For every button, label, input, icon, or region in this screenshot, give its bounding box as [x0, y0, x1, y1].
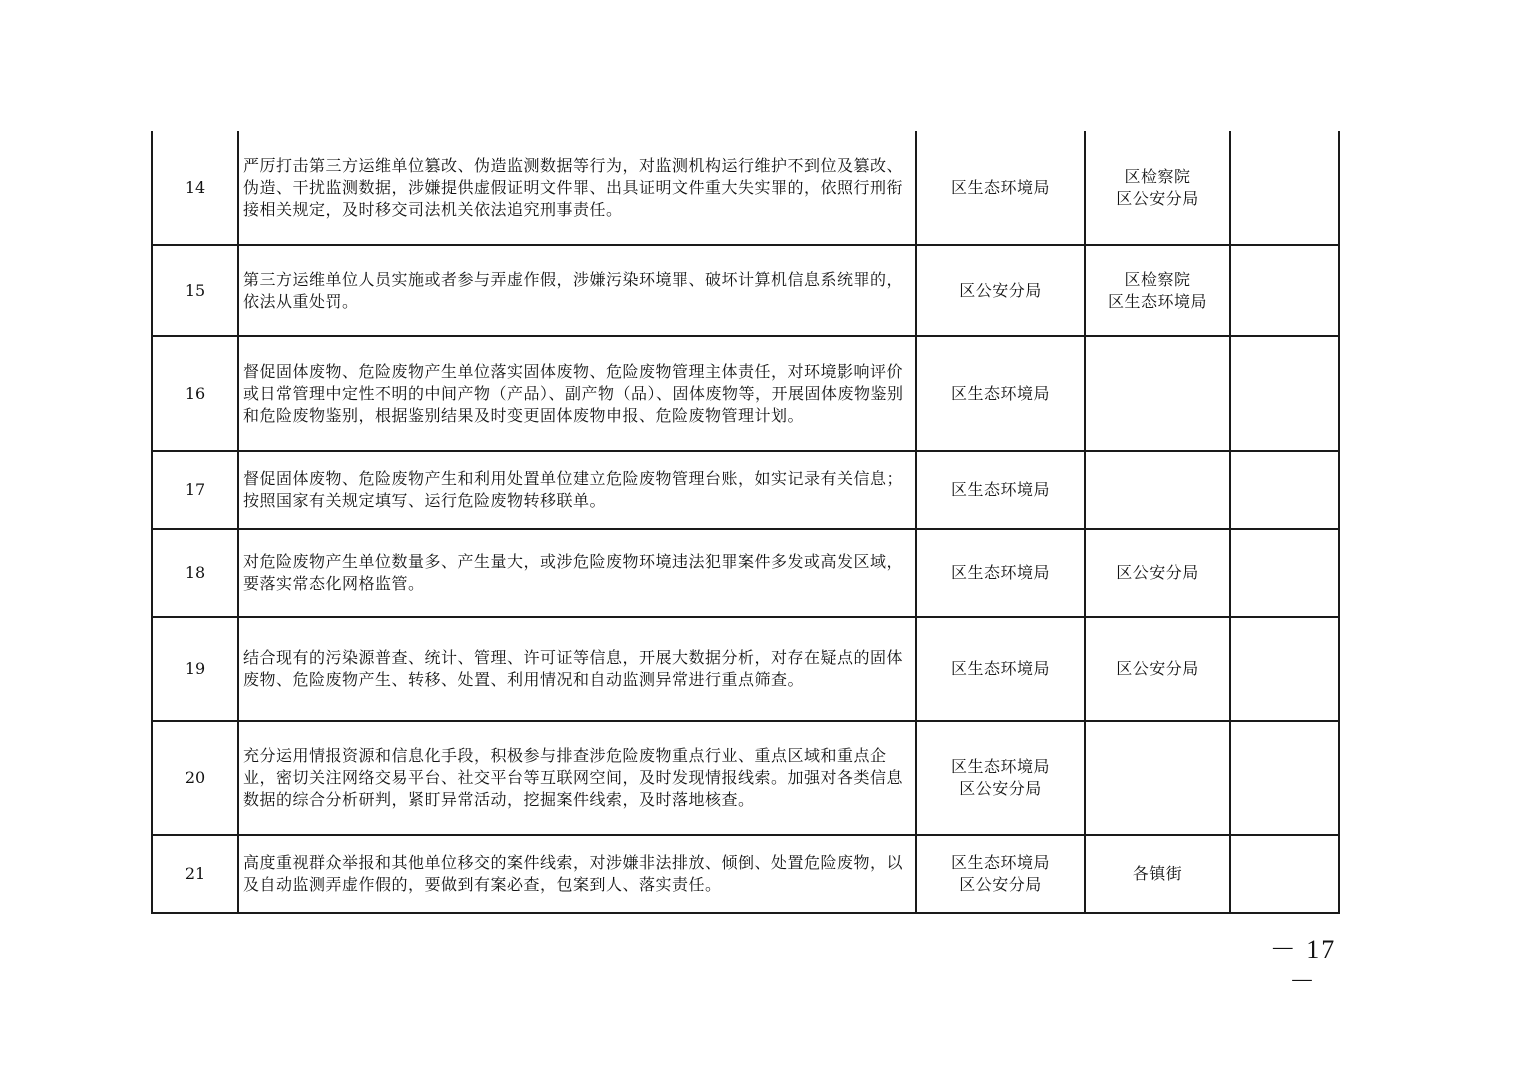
- row-number: 15: [152, 245, 238, 336]
- row-number: 19: [152, 617, 238, 721]
- row-number: 21: [152, 835, 238, 913]
- row-number: 17: [152, 451, 238, 529]
- remarks-cell: [1230, 245, 1339, 336]
- lead-department: [916, 721, 1085, 835]
- cooperating-department: [1085, 451, 1230, 529]
- cooperating-department: [1085, 131, 1230, 245]
- duties-table: [151, 131, 1340, 914]
- remarks-cell: [1230, 336, 1339, 451]
- lead-department: [916, 451, 1085, 529]
- remarks-cell: [1230, 835, 1339, 913]
- remarks-cell: [1230, 721, 1339, 835]
- lead-department-name: 区生态环境局: [950, 659, 1050, 678]
- row-number: 18: [152, 529, 238, 617]
- table-row: [152, 451, 1339, 529]
- lead-department-name: 区生态环境局: [950, 563, 1050, 582]
- task-description: 对危险废物产生单位数量多、产生量大，或涉危险废物环境违法犯罪案件多发或高发区域，要落实常态化网格监管。: [238, 529, 916, 617]
- cooperating-department-name: 区公安分局: [1116, 563, 1199, 582]
- table-row: [152, 245, 1339, 336]
- cooperating-department-name: 区公安分局: [1116, 188, 1199, 208]
- page-number: － 17 －: [1269, 935, 1337, 996]
- task-description: 严厉打击第三方运维单位篡改、伪造监测数据等行为，对监测机构运行维护不到位及篡改、伪造、干扰监测数据，涉嫌提供虚假证明文件罪、出具证明文件重大失实罪的，依照行刑衔接相关规定，及时移交司法机关依法追究刑事责任。: [238, 131, 916, 245]
- cooperating-department: [1085, 835, 1230, 913]
- table-row: [152, 617, 1339, 721]
- cooperating-department: [1085, 721, 1230, 835]
- cooperating-department: [1085, 529, 1230, 617]
- task-description: 高度重视群众举报和其他单位移交的案件线索，对涉嫌非法排放、倾倒、处置危险废物，以及自动监测弄虚作假的，要做到有案必查，包案到人、落实责任。: [238, 835, 916, 913]
- table-row: [152, 131, 1339, 245]
- lead-department-name: 区生态环境局: [950, 757, 1050, 776]
- task-description: 结合现有的污染源普查、统计、管理、许可证等信息，开展大数据分析，对存在疑点的固体废物、危险废物产生、转移、处置、利用情况和自动监测异常进行重点筛查。: [238, 617, 916, 721]
- table-row: [152, 721, 1339, 835]
- lead-department-name: 区生态环境局: [950, 177, 1050, 197]
- lead-department: [916, 245, 1085, 336]
- lead-department: [916, 617, 1085, 721]
- table-row: [152, 529, 1339, 617]
- cooperating-department-name: 区生态环境局: [1107, 291, 1207, 311]
- lead-department-name: 区公安分局: [959, 779, 1042, 798]
- lead-department-name: 区生态环境局: [950, 853, 1050, 872]
- table-body: [152, 131, 1339, 913]
- task-description: 督促固体废物、危险废物产生单位落实固体废物、危险废物管理主体责任，对环境影响评价或日常管理中定性不明的中间产物（产品）、副产物（品）、固体废物等，开展固体废物鉴别和危险废物鉴别，根据鉴别结果及时变更固体废物申报、危险废物管理计划。: [238, 336, 916, 451]
- remarks-cell: [1230, 529, 1339, 617]
- cooperating-department-name: 区公安分局: [1116, 659, 1199, 678]
- lead-department: [916, 336, 1085, 451]
- cooperating-department: [1085, 617, 1230, 721]
- row-number: 16: [152, 336, 238, 451]
- cooperating-department: [1085, 336, 1230, 451]
- lead-department-name: 区生态环境局: [950, 383, 1050, 403]
- row-number: 14: [152, 131, 238, 245]
- lead-department: [916, 529, 1085, 617]
- lead-department-name: 区生态环境局: [950, 480, 1050, 499]
- cooperating-department: [1085, 245, 1230, 336]
- row-number: 20: [152, 721, 238, 835]
- task-description: 督促固体废物、危险废物产生和利用处置单位建立危险废物管理台账，如实记录有关信息；按照国家有关规定填写、运行危险废物转移联单。: [238, 451, 916, 529]
- remarks-cell: [1230, 617, 1339, 721]
- task-description: 第三方运维单位人员实施或者参与弄虚作假，涉嫌污染环境罪、破坏计算机信息系统罪的，依法从重处罚。: [238, 245, 916, 336]
- table-row: [152, 835, 1339, 913]
- cooperating-department-name: 区检察院: [1124, 269, 1191, 289]
- cooperating-department-name: 区检察院: [1124, 166, 1191, 186]
- remarks-cell: [1230, 131, 1339, 245]
- lead-department: [916, 131, 1085, 245]
- lead-department: [916, 835, 1085, 913]
- lead-department-name: 区公安分局: [959, 875, 1042, 894]
- cooperating-department-name: 各镇街: [1132, 864, 1183, 883]
- remarks-cell: [1230, 451, 1339, 529]
- table-row: [152, 336, 1339, 451]
- lead-department-name: 区公安分局: [959, 280, 1042, 300]
- task-description: 充分运用情报资源和信息化手段，积极参与排查涉危险废物重点行业、重点区域和重点企业，密切关注网络交易平台、社交平台等互联网空间，及时发现情报线索。加强对各类信息数据的综合分析研判，紧盯异常活动，挖掘案件线索，及时落地核查。: [238, 721, 916, 835]
